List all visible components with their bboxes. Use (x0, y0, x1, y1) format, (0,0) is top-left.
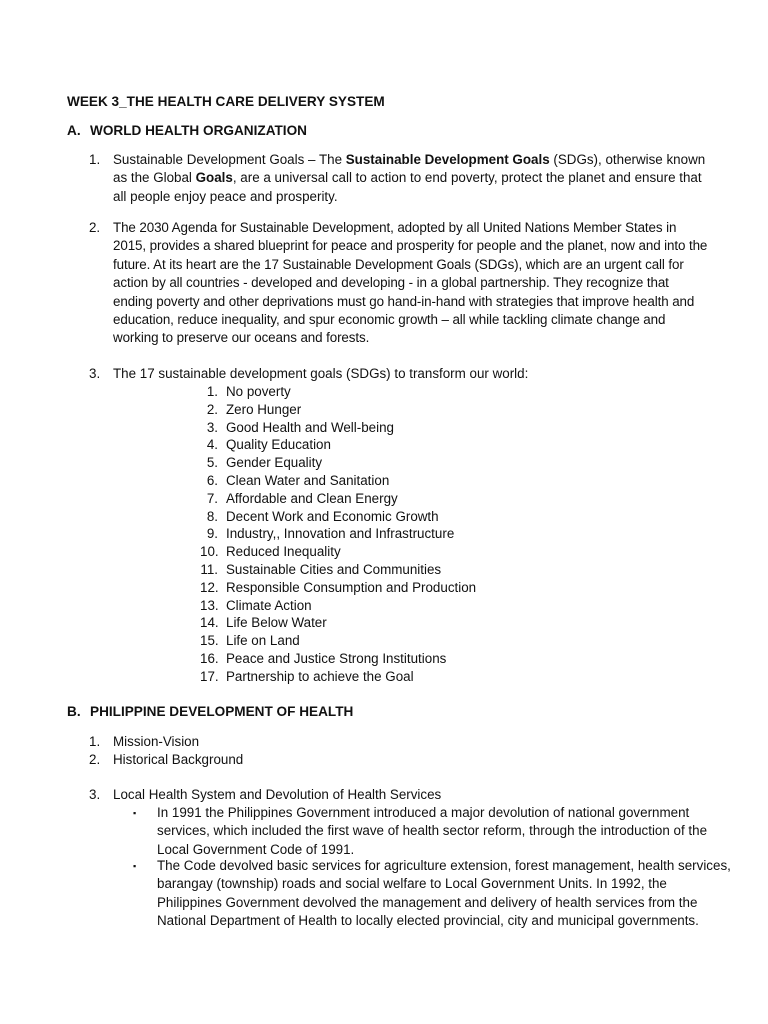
sdg-item (200, 383, 520, 401)
sdg-item (200, 668, 520, 686)
sdg-title: Affordable and Clean Energy (226, 490, 398, 506)
sdg-number: 17. (200, 668, 219, 684)
section-title: WORLD HEALTH ORGANIZATION (90, 123, 307, 138)
sdg-title: Clean Water and Sanitation (226, 473, 390, 488)
text-run: (SDGs), otherwise known as the Global (113, 152, 706, 186)
sdg-number: 15. (200, 633, 219, 649)
section-letter: B. (67, 704, 81, 719)
sdg-title: Gender Equality (226, 455, 323, 471)
item-number: 3. (89, 787, 101, 802)
list-item (89, 751, 709, 769)
bullet-icon: ▪ (133, 808, 137, 818)
sdg-number: 6. (206, 473, 218, 488)
sdg-title: Good Health and Well-being (226, 419, 394, 435)
sdg-item (200, 454, 520, 472)
sdg-number: 7. (206, 490, 218, 506)
bullet-text: In 1991 the Philippines Government introduced a major devolution of national government services, which included the first wave of health sector reform, through the introduction of the Local Government Code of 1991. (157, 805, 708, 857)
sdg-item (200, 508, 520, 526)
sdg-item (200, 436, 520, 454)
sdg-title: Peace and Justice Strong Institutions (226, 651, 447, 666)
sdg-item (200, 543, 520, 561)
list-item (89, 365, 709, 383)
sdg-number: 1. (206, 384, 218, 399)
item-number: 1. (89, 734, 101, 749)
sdg-number: 16. (200, 651, 219, 666)
sdg-number: 4. (206, 437, 218, 453)
sdg-item (200, 579, 520, 597)
bold-text: Sustainable Development Goals (345, 152, 550, 167)
sdg-title: Decent Work and Economic Growth (226, 508, 439, 524)
sdg-number: 2. (206, 401, 218, 417)
sdg-number: 8. (206, 508, 218, 524)
sdg-number: 5. (206, 455, 218, 471)
item-number: 1. (89, 152, 101, 167)
sdg-item (200, 401, 520, 419)
sdg-title: Sustainable Cities and Communities (226, 562, 442, 577)
list-item (89, 786, 709, 804)
document-title: WEEK 3_THE HEALTH CARE DELIVERY SYSTEM (67, 94, 385, 109)
sdg-item (200, 472, 520, 490)
item-text: The 17 sustainable development goals (SDGs) to transform our world: (113, 366, 529, 381)
sdg-item (200, 614, 520, 632)
sdg-title: Life on Land (226, 633, 300, 649)
item-text: Historical Background (113, 752, 244, 767)
item-text: Mission-Vision (113, 734, 200, 749)
sdg-item (200, 650, 520, 668)
item-text: The 2030 Agenda for Sustainable Development, adopted by all United Nations Member States in 2015, provides a shared blueprint for peace and prosperity for people and the planet, now and into the future. At its heart are the 17 Sustainable Development Goals (SDGs), which are an urgent call for action by all countries - developed and developing - in a global partnership. They recognize that ending poverty and other deprivations must go hand-in-hand with strategies that improve health and education, reduce inequality, and spur economic growth – all while tackling climate change and working to preserve our oceans and forests. (113, 220, 708, 346)
sdg-title: Industry,, Innovation and Infrastructure (226, 526, 455, 542)
section-title: PHILIPPINE DEVELOPMENT OF HEALTH (90, 704, 354, 719)
list-item (89, 733, 709, 751)
text-run: , are a universal call to action to end poverty, protect the planet and ensure that all people enjoy peace and prosperity. (113, 170, 702, 204)
item-text (113, 151, 709, 206)
sdg-item (200, 561, 520, 579)
sdg-title: No poverty (226, 384, 291, 399)
sdg-item (200, 419, 520, 437)
item-number: 2. (89, 752, 101, 767)
list-item (89, 151, 709, 206)
sdg-number: 10. (200, 544, 219, 560)
sdg-number: 3. (206, 419, 218, 435)
sdg-number: 13. (200, 597, 219, 613)
item-text: Local Health System and Devolution of Health Services (113, 787, 442, 802)
sdg-item (200, 525, 520, 543)
sdg-title: Life Below Water (226, 615, 327, 631)
bullet-text: The Code devolved basic services for agriculture extension, forest management, health services, barangay (township) roads and social welfare to Local Government Units. In 1992, the Philippines Government devolved the management and delivery of health services from the National Department of Health to locally elected provincial, city and municipal governments. (157, 858, 731, 929)
list-item (89, 219, 709, 348)
sdg-title: Climate Action (226, 597, 312, 613)
bold-text: Goals (195, 170, 233, 186)
sdg-title: Zero Hunger (226, 401, 302, 417)
sdg-item (200, 632, 520, 650)
sdg-number: 9. (206, 526, 218, 542)
item-number: 3. (89, 366, 101, 381)
bullet-icon: ▪ (133, 861, 137, 871)
bullet-item (133, 857, 733, 931)
sdg-title: Partnership to achieve the Goal (226, 668, 414, 684)
sdg-number: 12. (200, 579, 219, 595)
sdg-title: Quality Education (226, 437, 331, 453)
section-letter: A. (67, 123, 81, 138)
sdg-number: 14. (200, 615, 219, 631)
sdg-item (200, 490, 520, 508)
sdg-title: Reduced Inequality (226, 544, 341, 560)
text-run: Sustainable Development Goals – The (113, 152, 346, 167)
bullet-item (133, 804, 733, 859)
sdg-number: 11. (200, 562, 218, 577)
sdg-title: Responsible Consumption and Production (226, 579, 477, 595)
sdg-item (200, 597, 520, 615)
item-number: 2. (89, 220, 100, 235)
